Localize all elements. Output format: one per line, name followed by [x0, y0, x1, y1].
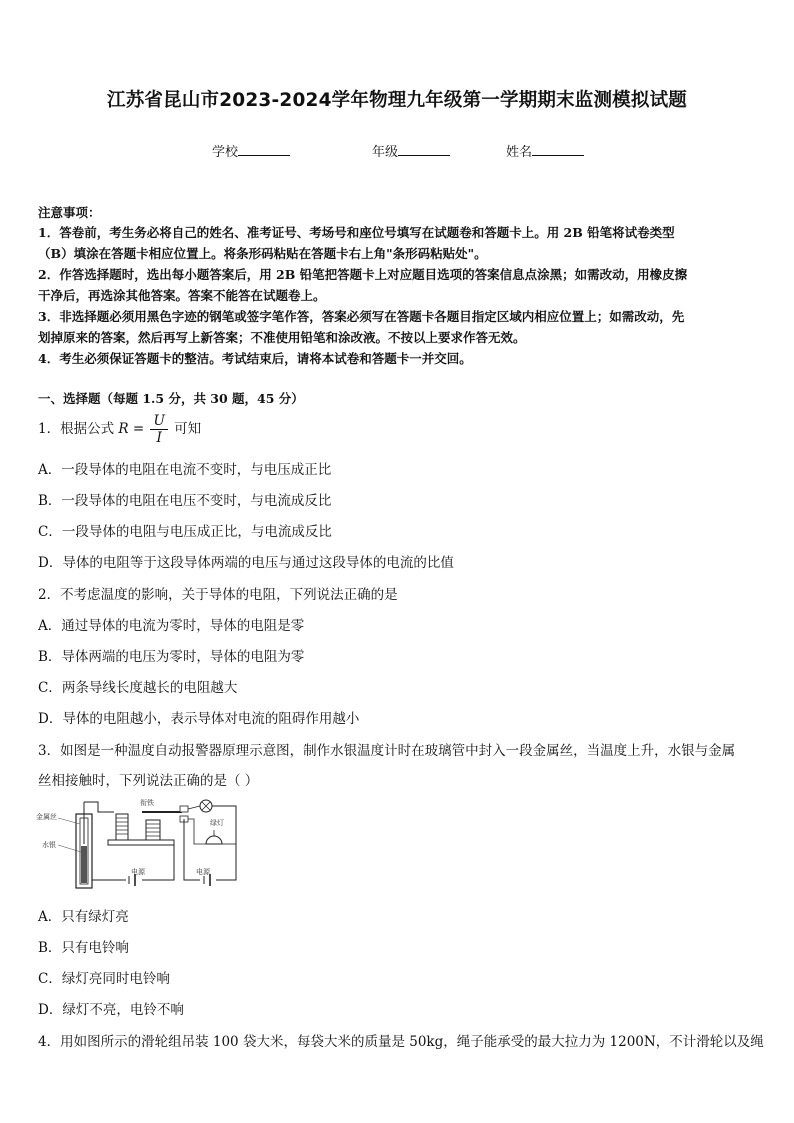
q1-stem-post: 可知	[174, 421, 202, 437]
formula-numerator: U	[150, 413, 167, 430]
name-blank	[532, 142, 584, 156]
magnet-base	[108, 840, 174, 845]
q3-option-a: A．只有绿灯亮	[38, 909, 129, 925]
alarm-circuit-figure	[34, 796, 240, 892]
name-label: 姓名	[506, 145, 533, 160]
q3-option-d: D．绿灯不亮，电铃不响	[38, 1002, 184, 1018]
q1-option-d: D．导体的电阻等于这段导体两端的电压与通过这段导体的电流的比值	[38, 555, 454, 571]
notice-line: 4．考生必须保证答题卡的整洁。考试结束后，请将本试卷和答题卡一并交回。	[38, 351, 472, 366]
formula-denominator: I	[156, 430, 162, 446]
school-field	[212, 141, 290, 160]
question-1-stem	[38, 413, 201, 446]
source-1-label: 电源	[131, 868, 145, 876]
source-2-label: 电源	[196, 868, 210, 876]
notice-heading: 注意事项：	[38, 205, 101, 220]
q2-option-d: D．导体的电阻越小，表示导体对电流的阻碍作用越小	[38, 711, 360, 727]
coil-right	[146, 820, 160, 840]
question-3-stem-line1: 3．如图是一种温度自动报警器原理示意图，制作水银温度计时在玻璃管中封入一段金属丝，当温度上升，水银与金属	[38, 743, 736, 759]
grade-blank	[398, 142, 450, 156]
q2-option-c: C．两条导线长度越长的电阻越大	[38, 680, 238, 696]
armature-label: 衔铁	[140, 799, 154, 807]
q1-option-b: B．一段导体的电阻在电压不变时，与电流成反比	[38, 493, 332, 509]
metal-wire-label: 金属丝	[36, 813, 57, 821]
notice-line: 2．作答选择题时，选出每小题答案后，用 2B 铅笔把答题卡上对应题目选项的答案信息点涂黑；如需改动，用橡皮擦	[38, 267, 688, 282]
notice-line: 1．答卷前，考生务必将自己的姓名、准考证号、考场号和座位号填写在试题卷和答题卡上。用 2B 铅笔将试卷类型	[38, 225, 675, 240]
mercury-pointer	[58, 845, 81, 852]
wire-top-left	[84, 802, 114, 812]
ohm-formula	[118, 413, 169, 446]
q1-option-c: C．一段导体的电阻与电压成正比，与电流成反比	[38, 524, 332, 540]
q1-stem-pre: 1．根据公式	[38, 421, 115, 437]
section-heading: 一、选择题（每题 1.5 分，共 30 题，45 分）	[38, 391, 304, 406]
green-light-label: 绿灯	[210, 819, 224, 827]
q1-option-a: A．一段导体的电阻在电流不变时，与电压成正比	[38, 462, 332, 478]
formula-lhs: R =	[118, 421, 145, 437]
school-blank	[238, 142, 290, 156]
formula-fraction	[150, 413, 167, 446]
student-info-row	[0, 141, 794, 161]
name-field	[506, 141, 584, 160]
notice-line: 干净后，再选涂其他答案。答案不能答在试题卷上。	[38, 288, 326, 303]
mercury-column	[81, 846, 87, 883]
electric-bell	[206, 836, 222, 844]
contact-top	[180, 806, 188, 812]
q3-option-c: C．绿灯亮同时电铃响	[38, 971, 170, 987]
notice-line: 3．非选择题必须用黑色字迹的钢笔或签字笔作答，答案必须写在答题卡各题目指定区域内相应位置上；如需改动，先	[38, 309, 685, 324]
metal-wire-pointer	[58, 818, 80, 824]
question-2-stem: 2．不考虑温度的影响，关于导体的电阻，下列说法正确的是	[38, 587, 398, 603]
grade-field	[372, 141, 450, 160]
school-label: 学校	[212, 145, 239, 160]
page-title: 江苏省昆山市2023-2024学年物理九年级第一学期期末监测模拟试题	[107, 90, 687, 111]
notice-line: 划掉原来的答案，然后再写上新答案；不准使用铅笔和涂改液。不按以上要求作答无效。	[38, 330, 526, 345]
question-3-stem-line2: 丝相接触时，下列说法正确的是（ ）	[38, 773, 259, 789]
notice-line: （B）填涂在答题卡相应位置上。将条形码粘贴在答题卡右上角"条形码粘贴处"。	[38, 246, 487, 261]
question-4-stem: 4．用如图所示的滑轮组吊装 100 袋大米，每袋大米的质量是 50kg，绳子能承受的最大拉力为 1200N，不计滑轮以及绳	[38, 1034, 764, 1050]
q2-option-b: B．导体两端的电压为零时，导体的电阻为零	[38, 649, 305, 665]
q2-option-a: A．通过导体的电流为零时，导体的电阻是零	[38, 618, 305, 634]
mercury-label: 水银	[42, 841, 56, 849]
grade-label: 年级	[372, 145, 399, 160]
q3-option-b: B．只有电铃响	[38, 940, 129, 956]
